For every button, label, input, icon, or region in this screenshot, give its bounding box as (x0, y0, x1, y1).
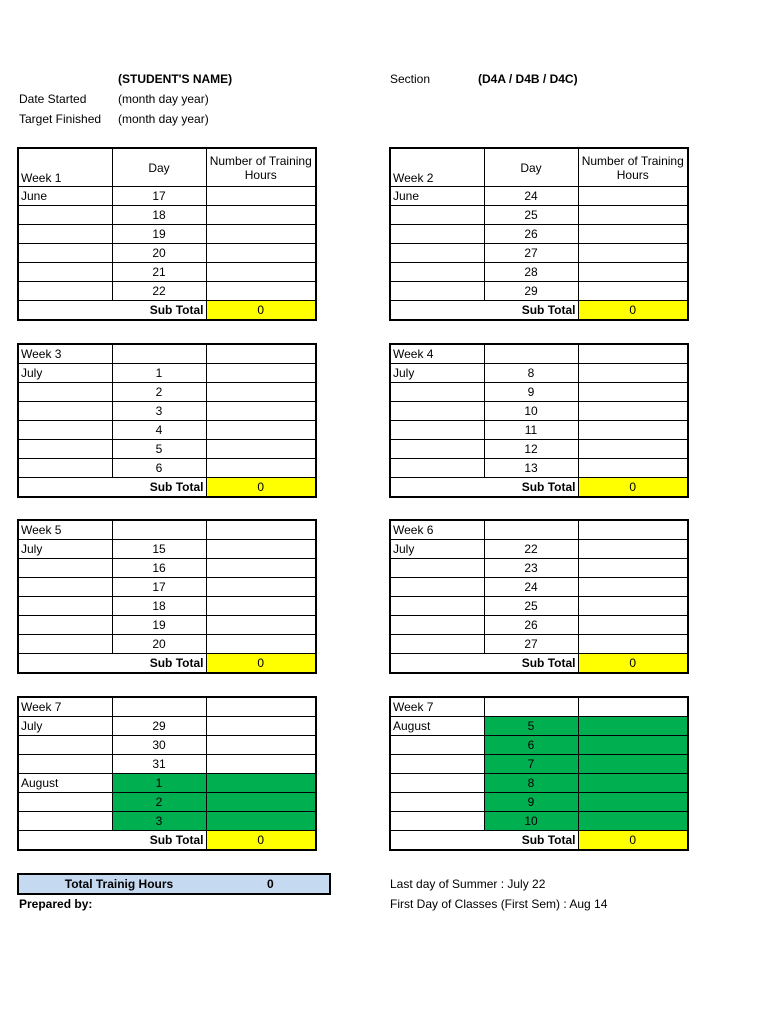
day-cell: 1 (112, 364, 206, 383)
month-cell (18, 402, 112, 421)
target-finished-label: Target Finished (19, 112, 102, 126)
subtotal-label: Sub Total (390, 654, 578, 674)
month-cell (390, 635, 484, 654)
week-label: Week 2 (390, 148, 484, 187)
table-row (18, 812, 316, 831)
subtotal-label: Sub Total (18, 301, 206, 321)
empty-cell (578, 344, 688, 364)
hours-cell[interactable] (206, 402, 316, 421)
subtotal-row (390, 478, 688, 498)
day-cell: 26 (484, 225, 578, 244)
empty-cell (484, 697, 578, 717)
month-cell: July (18, 364, 112, 383)
table-row (390, 559, 688, 578)
table-row (390, 578, 688, 597)
table-row (18, 440, 316, 459)
hours-cell[interactable] (206, 812, 316, 831)
day-cell: 22 (484, 540, 578, 559)
day-cell: 27 (484, 635, 578, 654)
week-label: Week 6 (390, 520, 484, 540)
month-cell (390, 812, 484, 831)
table-row (18, 578, 316, 597)
table-row (390, 635, 688, 654)
table-row (18, 206, 316, 225)
month-cell: August (390, 717, 484, 736)
table-row (390, 206, 688, 225)
table-row (390, 736, 688, 755)
table-row (18, 421, 316, 440)
subtotal-label: Sub Total (390, 478, 578, 498)
day-cell: 9 (484, 793, 578, 812)
table-row (390, 225, 688, 244)
subtotal-row (390, 654, 688, 674)
subtotal-value: 0 (578, 654, 688, 674)
table-row (18, 616, 316, 635)
day-cell: 2 (112, 383, 206, 402)
table-row (18, 774, 316, 793)
month-cell (390, 774, 484, 793)
hours-column-header: Number of Training Hours (206, 148, 316, 187)
week-table (389, 696, 689, 851)
month-cell (18, 244, 112, 263)
hours-cell[interactable] (206, 383, 316, 402)
week-label: Week 7 (18, 697, 112, 717)
month-cell (18, 736, 112, 755)
table-row (390, 597, 688, 616)
month-cell (390, 383, 484, 402)
table-row (390, 459, 688, 478)
hours-cell[interactable] (578, 364, 688, 383)
hours-cell[interactable] (206, 440, 316, 459)
hours-cell[interactable] (206, 206, 316, 225)
subtotal-row (390, 301, 688, 321)
table-row (390, 402, 688, 421)
empty-cell (578, 697, 688, 717)
day-cell: 17 (112, 578, 206, 597)
student-name: (STUDENT'S NAME) (118, 72, 233, 86)
subtotal-label: Sub Total (18, 654, 206, 674)
table-row (18, 793, 316, 812)
hours-cell[interactable] (206, 282, 316, 301)
month-cell (390, 559, 484, 578)
day-cell: 10 (484, 402, 578, 421)
empty-cell (206, 520, 316, 540)
day-cell: 3 (112, 812, 206, 831)
table-row (390, 187, 688, 206)
total-training-hours (17, 873, 331, 895)
table-row (390, 793, 688, 812)
month-cell (390, 282, 484, 301)
table-row (18, 597, 316, 616)
day-cell: 26 (484, 616, 578, 635)
week-table (389, 519, 689, 674)
month-cell (390, 206, 484, 225)
hours-cell[interactable] (206, 774, 316, 793)
hours-cell[interactable] (578, 578, 688, 597)
month-cell (18, 812, 112, 831)
date-started-value: (month day year) (118, 92, 209, 106)
table-row (390, 717, 688, 736)
week-header-row (18, 697, 316, 717)
hours-cell[interactable] (578, 635, 688, 654)
table-row (18, 187, 316, 206)
month-cell (390, 597, 484, 616)
month-cell (18, 263, 112, 282)
empty-cell (206, 697, 316, 717)
table-row (18, 244, 316, 263)
subtotal-row (390, 831, 688, 851)
hours-cell[interactable] (206, 793, 316, 812)
day-cell: 7 (484, 755, 578, 774)
month-cell: June (390, 187, 484, 206)
subtotal-label: Sub Total (390, 301, 578, 321)
hours-cell[interactable] (578, 206, 688, 225)
hours-cell[interactable] (578, 540, 688, 559)
hours-cell[interactable] (578, 793, 688, 812)
hours-cell[interactable] (578, 616, 688, 635)
day-cell: 20 (112, 244, 206, 263)
day-cell: 19 (112, 225, 206, 244)
month-cell: July (18, 540, 112, 559)
day-cell: 22 (112, 282, 206, 301)
hours-cell[interactable] (578, 459, 688, 478)
subtotal-label: Sub Total (18, 478, 206, 498)
day-cell: 18 (112, 597, 206, 616)
hours-cell[interactable] (578, 282, 688, 301)
month-cell (18, 421, 112, 440)
month-cell (18, 793, 112, 812)
total-value: 0 (267, 877, 274, 891)
hours-cell[interactable] (206, 755, 316, 774)
day-cell: 16 (112, 559, 206, 578)
day-cell: 17 (112, 187, 206, 206)
day-cell: 25 (484, 597, 578, 616)
empty-cell (484, 344, 578, 364)
day-cell: 29 (484, 282, 578, 301)
table-row (390, 282, 688, 301)
empty-cell (112, 344, 206, 364)
month-cell (390, 263, 484, 282)
table-row (18, 402, 316, 421)
hours-cell[interactable] (578, 736, 688, 755)
table-row (390, 616, 688, 635)
subtotal-value: 0 (206, 654, 316, 674)
month-cell (390, 225, 484, 244)
table-row (390, 244, 688, 263)
hours-cell[interactable] (206, 364, 316, 383)
subtotal-row (18, 301, 316, 321)
month-cell (18, 597, 112, 616)
hours-cell[interactable] (206, 225, 316, 244)
hours-cell[interactable] (578, 559, 688, 578)
subtotal-value: 0 (578, 301, 688, 321)
hours-cell[interactable] (206, 736, 316, 755)
month-cell (390, 421, 484, 440)
day-column-header: Day (112, 148, 206, 187)
day-cell: 25 (484, 206, 578, 225)
hours-cell[interactable] (206, 578, 316, 597)
table-row (390, 812, 688, 831)
last-day-note: Last day of Summer : July 22 (390, 877, 546, 891)
hours-cell[interactable] (206, 263, 316, 282)
subtotal-row (18, 478, 316, 498)
month-cell (18, 635, 112, 654)
subtotal-value: 0 (206, 478, 316, 498)
day-cell: 15 (112, 540, 206, 559)
month-cell (390, 440, 484, 459)
hours-cell[interactable] (206, 717, 316, 736)
week-header-row (390, 344, 688, 364)
week-table (17, 519, 317, 674)
month-cell (390, 578, 484, 597)
table-row (18, 459, 316, 478)
hours-cell[interactable] (578, 383, 688, 402)
day-cell: 21 (112, 263, 206, 282)
month-cell (18, 459, 112, 478)
month-cell: July (390, 364, 484, 383)
day-cell: 6 (112, 459, 206, 478)
hours-cell[interactable] (578, 263, 688, 282)
hours-cell[interactable] (578, 440, 688, 459)
week-header-row (18, 344, 316, 364)
empty-cell (112, 697, 206, 717)
day-cell: 8 (484, 774, 578, 793)
empty-cell (112, 520, 206, 540)
month-cell (18, 225, 112, 244)
subtotal-label: Sub Total (18, 831, 206, 851)
hours-cell[interactable] (578, 244, 688, 263)
day-cell: 24 (484, 187, 578, 206)
table-row (18, 755, 316, 774)
subtotal-value: 0 (206, 301, 316, 321)
month-cell (18, 440, 112, 459)
table-row (18, 635, 316, 654)
week-label: Week 3 (18, 344, 112, 364)
day-cell: 31 (112, 755, 206, 774)
hours-cell[interactable] (578, 717, 688, 736)
week-table (389, 343, 689, 498)
table-row (390, 774, 688, 793)
month-cell (390, 616, 484, 635)
table-row (18, 383, 316, 402)
month-cell (18, 559, 112, 578)
day-cell: 6 (484, 736, 578, 755)
table-row (390, 383, 688, 402)
hours-cell[interactable] (206, 459, 316, 478)
hours-cell[interactable] (578, 755, 688, 774)
week-header-row (18, 148, 316, 187)
day-cell: 9 (484, 383, 578, 402)
date-started-label: Date Started (19, 92, 87, 106)
day-cell: 1 (112, 774, 206, 793)
day-cell: 5 (112, 440, 206, 459)
hours-cell[interactable] (578, 187, 688, 206)
subtotal-row (18, 831, 316, 851)
month-cell: August (18, 774, 112, 793)
day-cell: 3 (112, 402, 206, 421)
empty-cell (484, 520, 578, 540)
month-cell (390, 244, 484, 263)
day-cell: 28 (484, 263, 578, 282)
month-cell (390, 459, 484, 478)
hours-cell[interactable] (206, 597, 316, 616)
month-cell: June (18, 187, 112, 206)
day-cell: 13 (484, 459, 578, 478)
subtotal-value: 0 (206, 831, 316, 851)
week-header-row (390, 697, 688, 717)
hours-cell[interactable] (206, 421, 316, 440)
table-row (18, 540, 316, 559)
table-row (18, 364, 316, 383)
total-label: Total Trainig Hours (64, 877, 174, 891)
month-cell (390, 755, 484, 774)
table-row (390, 440, 688, 459)
hours-column-header: Number of Training Hours (578, 148, 688, 187)
month-cell (18, 383, 112, 402)
hours-cell[interactable] (206, 635, 316, 654)
day-cell: 23 (484, 559, 578, 578)
subtotal-row (18, 654, 316, 674)
month-cell (18, 755, 112, 774)
day-cell: 19 (112, 616, 206, 635)
day-cell: 12 (484, 440, 578, 459)
hours-cell[interactable] (578, 812, 688, 831)
day-cell: 20 (112, 635, 206, 654)
section-label: Section (390, 72, 431, 86)
week-table (17, 343, 317, 498)
table-row (18, 225, 316, 244)
table-row (18, 736, 316, 755)
subtotal-label: Sub Total (390, 831, 578, 851)
hours-cell[interactable] (578, 774, 688, 793)
hours-cell[interactable] (206, 616, 316, 635)
day-cell: 18 (112, 206, 206, 225)
first-day-note: First Day of Classes (First Sem) : Aug 14 (390, 897, 608, 911)
day-cell: 24 (484, 578, 578, 597)
table-row (18, 559, 316, 578)
subtotal-value: 0 (578, 478, 688, 498)
day-cell: 10 (484, 812, 578, 831)
month-cell (390, 793, 484, 812)
week-table (17, 696, 317, 851)
empty-cell (578, 520, 688, 540)
day-cell: 4 (112, 421, 206, 440)
week-header-row (390, 520, 688, 540)
day-cell: 8 (484, 364, 578, 383)
empty-cell (206, 344, 316, 364)
day-cell: 27 (484, 244, 578, 263)
section-value: (D4A / D4B / D4C) (478, 72, 578, 86)
week-label: Week 1 (18, 148, 112, 187)
month-cell (18, 206, 112, 225)
hours-cell[interactable] (206, 187, 316, 206)
hours-cell[interactable] (578, 597, 688, 616)
week-header-row (18, 520, 316, 540)
table-row (390, 755, 688, 774)
table-row (18, 282, 316, 301)
day-cell: 11 (484, 421, 578, 440)
hours-cell[interactable] (578, 402, 688, 421)
month-cell: July (18, 717, 112, 736)
table-row (390, 540, 688, 559)
day-cell: 5 (484, 717, 578, 736)
subtotal-value: 0 (578, 831, 688, 851)
table-row (18, 717, 316, 736)
hours-cell[interactable] (578, 225, 688, 244)
table-row (390, 421, 688, 440)
month-cell (18, 616, 112, 635)
month-cell (18, 578, 112, 597)
hours-cell[interactable] (206, 559, 316, 578)
hours-cell[interactable] (206, 244, 316, 263)
table-row (390, 263, 688, 282)
week-label: Week 4 (390, 344, 484, 364)
month-cell (390, 736, 484, 755)
day-cell: 30 (112, 736, 206, 755)
week-table (17, 147, 317, 321)
target-finished-value: (month day year) (118, 112, 209, 126)
hours-cell[interactable] (206, 540, 316, 559)
prepared-by: Prepared by: (19, 897, 93, 911)
week-header-row (390, 148, 688, 187)
table-row (390, 364, 688, 383)
day-cell: 29 (112, 717, 206, 736)
table-row (18, 263, 316, 282)
day-column-header: Day (484, 148, 578, 187)
month-cell (18, 282, 112, 301)
month-cell: July (390, 540, 484, 559)
week-label: Week 7 (390, 697, 484, 717)
week-table (389, 147, 689, 321)
week-label: Week 5 (18, 520, 112, 540)
day-cell: 2 (112, 793, 206, 812)
month-cell (390, 402, 484, 421)
hours-cell[interactable] (578, 421, 688, 440)
